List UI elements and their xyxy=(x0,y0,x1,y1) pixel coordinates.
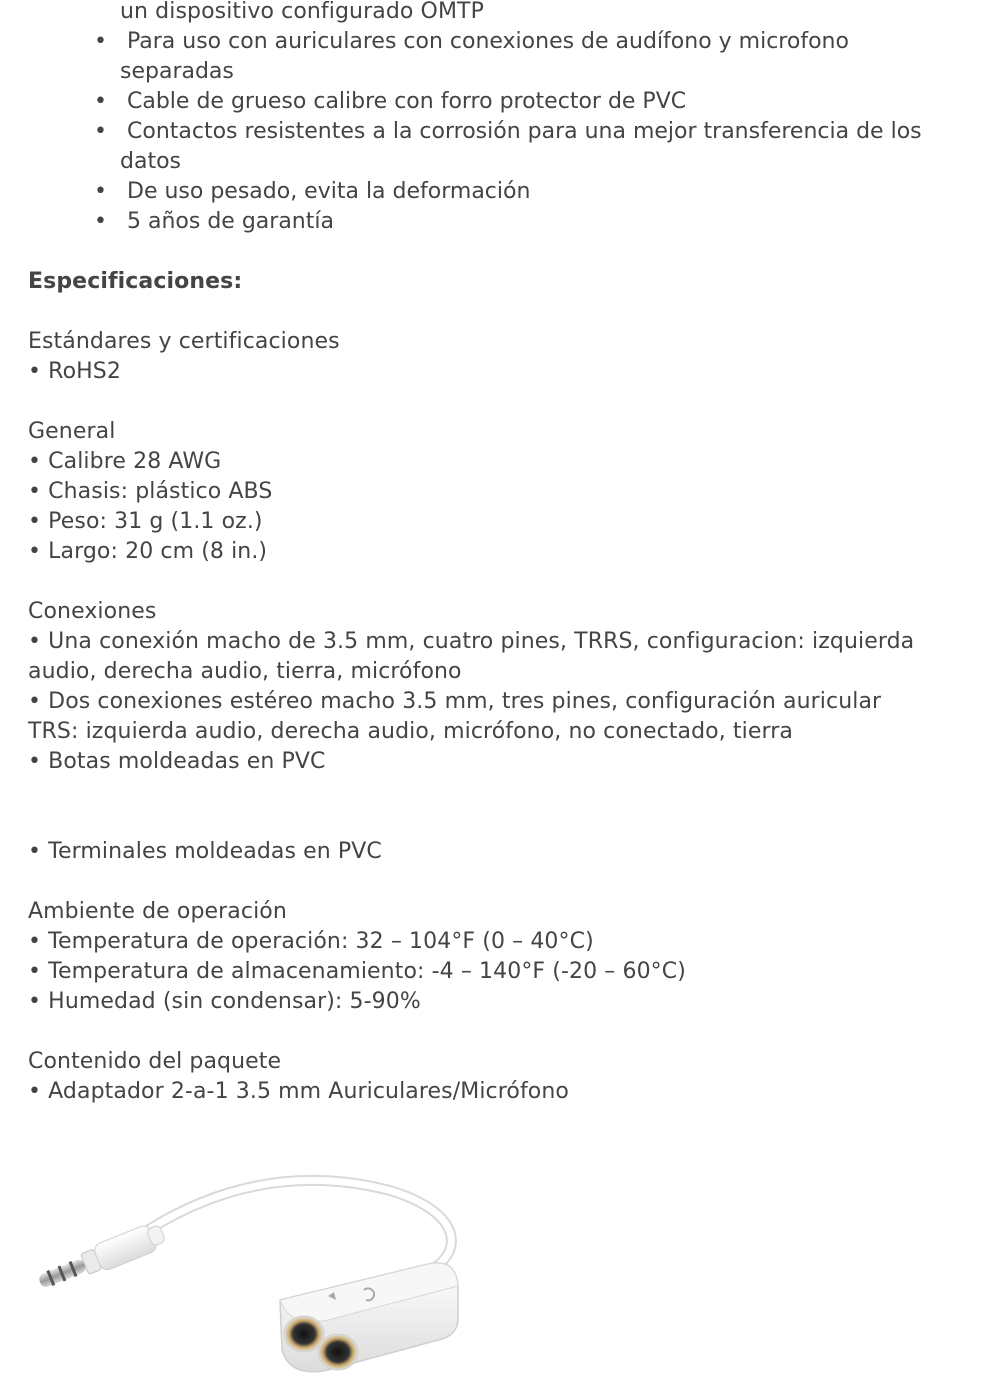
feature-continuation: un dispositivo configurado OMTP xyxy=(120,0,484,24)
section-title-general: General xyxy=(28,419,116,444)
spec-item: • Temperatura de almacenamiento: -4 – 140°F (-20 – 60°C) xyxy=(28,959,686,984)
spec-item: • Calibre 28 AWG xyxy=(28,449,222,474)
section-title-package: Contenido del paquete xyxy=(28,1049,282,1074)
section-title-standards: Estándares y certificaciones xyxy=(28,329,340,354)
spec-item: • Una conexión macho de 3.5 mm, cuatro pines, TRRS, configuracion: izquierda xyxy=(28,629,915,654)
specs-heading: Especificaciones: xyxy=(28,269,243,294)
spec-item: • RoHS2 xyxy=(28,359,121,384)
list-item: • Contactos resistentes a la corrosión para una mejor transferencia de los datos xyxy=(94,119,922,174)
spec-item: • Dos conexiones estéreo macho 3.5 mm, tres pines, configuración auricular xyxy=(28,689,882,714)
list-item: • De uso pesado, evita la deformación xyxy=(94,179,531,204)
spec-item: • Peso: 31 g (1.1 oz.) xyxy=(28,509,263,534)
product-image xyxy=(28,1160,478,1382)
headset-mic-splitter-adapter-icon xyxy=(28,1160,478,1382)
spec-item: • Terminales moldeadas en PVC xyxy=(28,839,382,864)
spec-item: • Chasis: plástico ABS xyxy=(28,479,273,504)
spec-item: • Adaptador 2-a-1 3.5 mm Auriculares/Micrófono xyxy=(28,1079,569,1104)
feature-list xyxy=(28,27,998,237)
section-title-connections: Conexiones xyxy=(28,599,157,624)
list-item: • Cable de grueso calibre con forro protector de PVC xyxy=(94,89,687,114)
section-title-environment: Ambiente de operación xyxy=(28,899,287,924)
product-description xyxy=(28,0,998,1107)
spec-item: • Largo: 20 cm (8 in.) xyxy=(28,539,268,564)
list-item: • 5 años de garantía xyxy=(94,209,334,234)
spec-item: audio, derecha audio, tierra, micrófono xyxy=(28,659,462,684)
spec-item: • Temperatura de operación: 32 – 104°F (0 – 40°C) xyxy=(28,929,594,954)
spec-item: TRS: izquierda audio, derecha audio, micrófono, no conectado, tierra xyxy=(28,719,793,744)
spec-item: • Humedad (sin condensar): 5-90% xyxy=(28,989,421,1014)
spec-item: • Botas moldeadas en PVC xyxy=(28,749,326,774)
list-item: • Para uso con auriculares con conexiones de audífono y microfono separadas xyxy=(94,29,849,84)
